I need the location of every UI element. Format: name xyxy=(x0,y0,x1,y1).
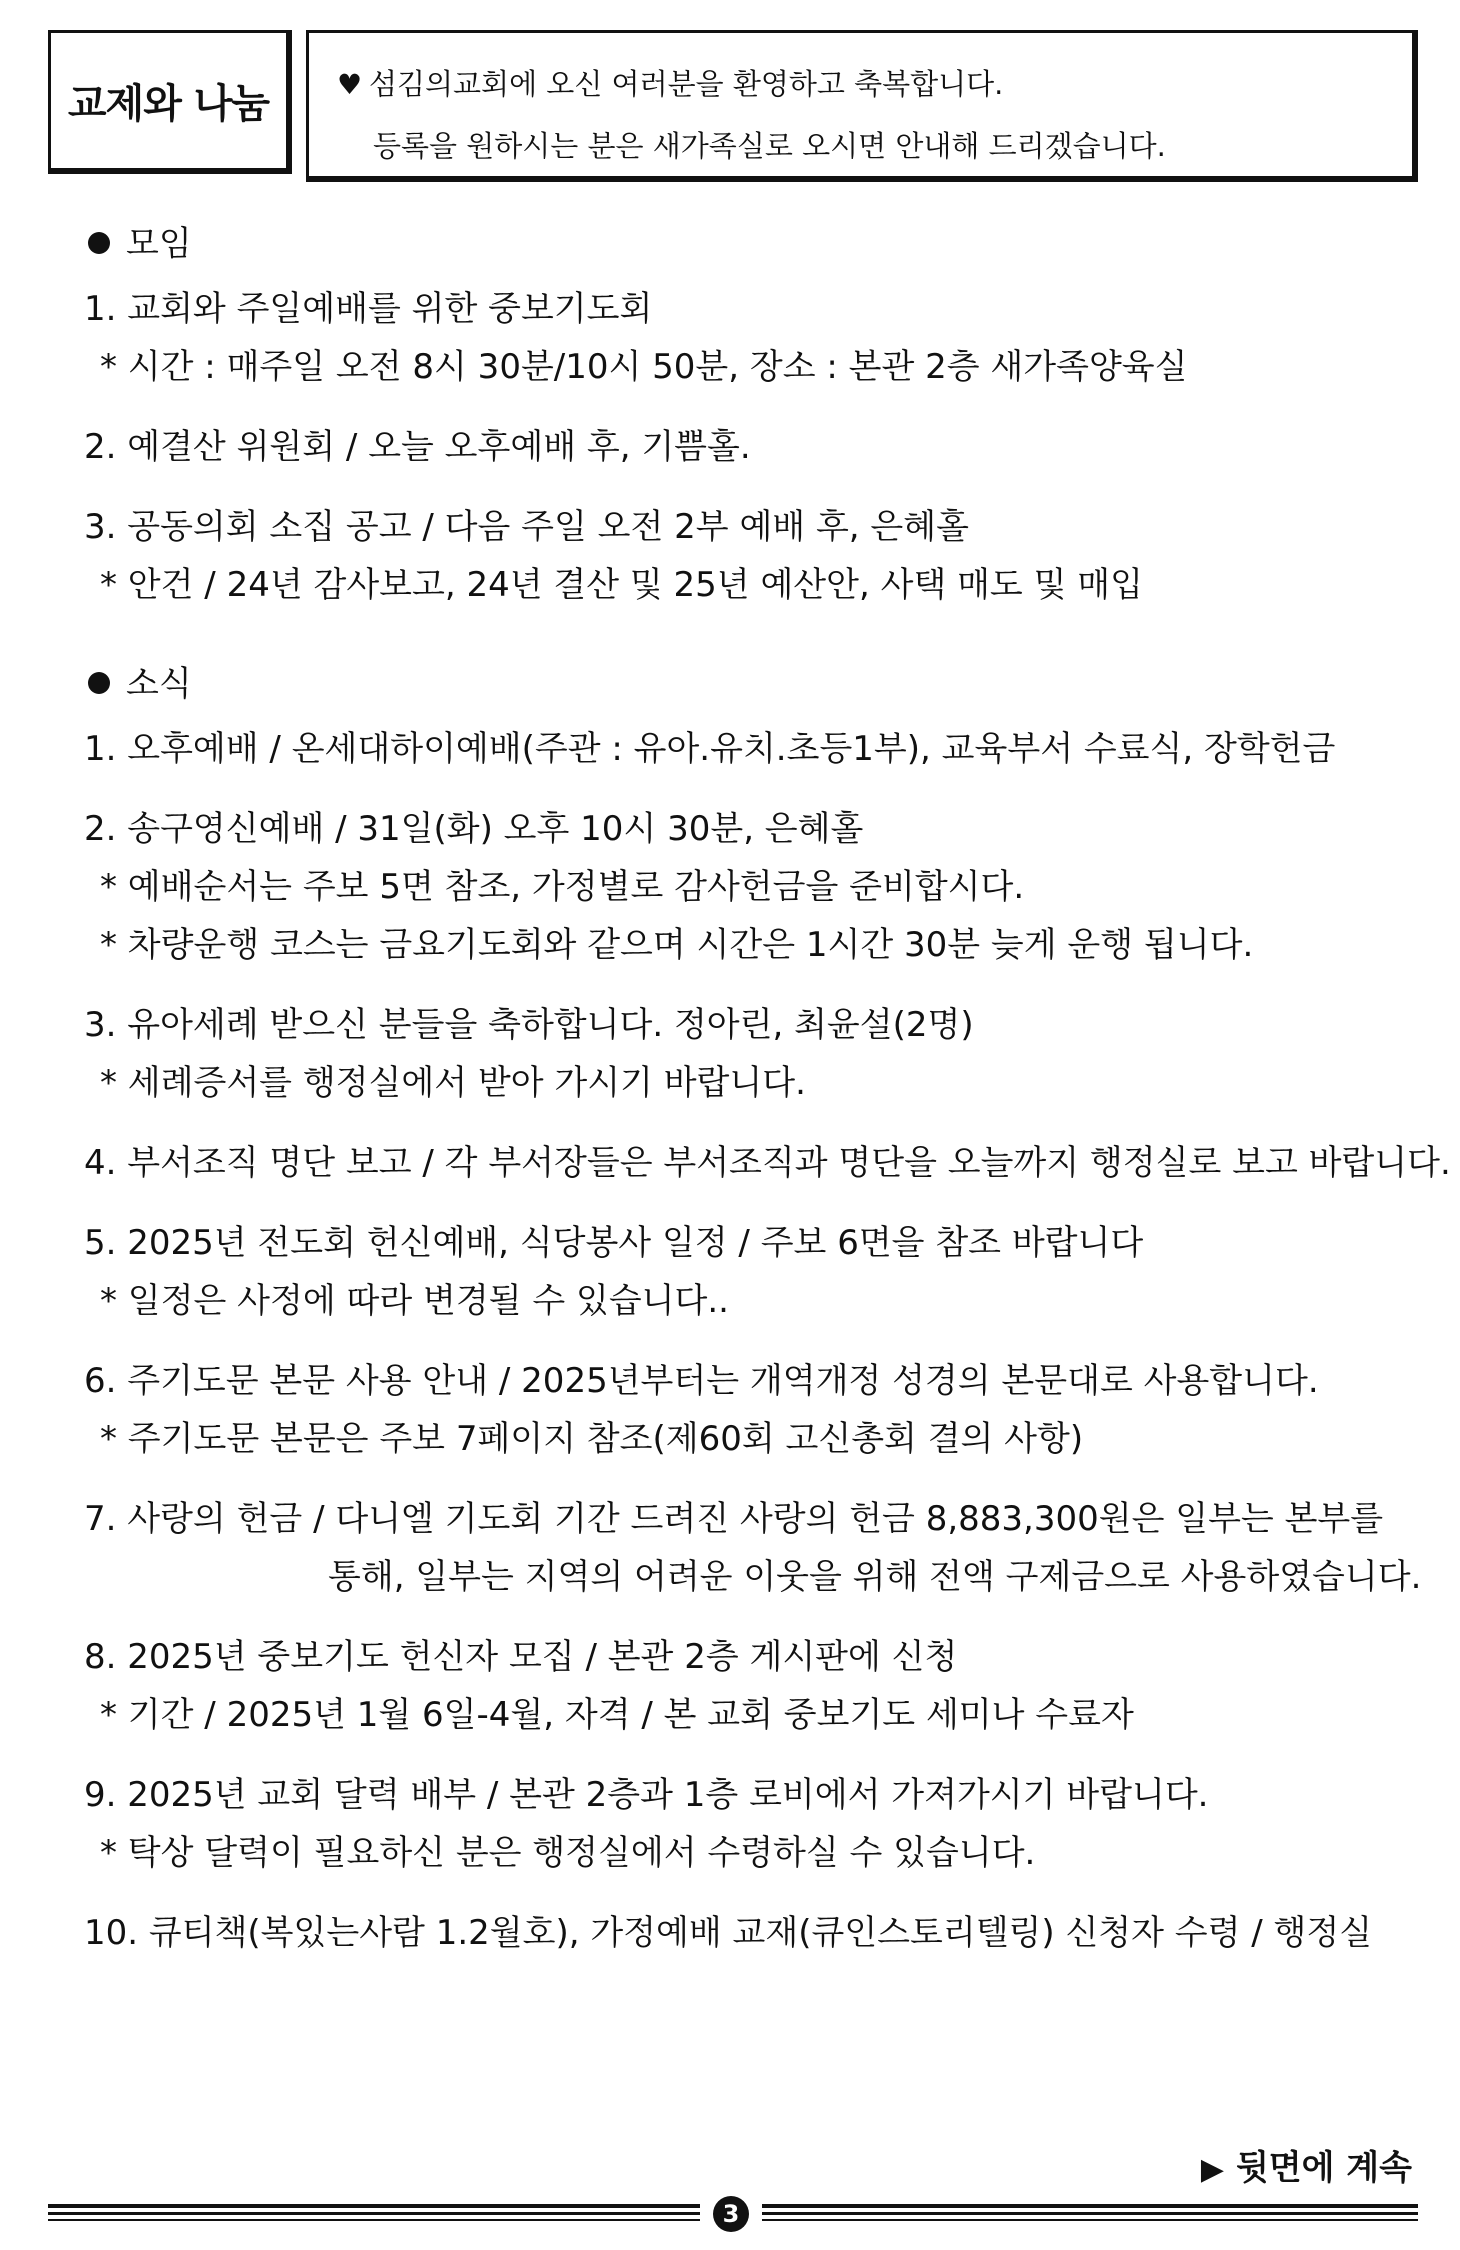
welcome-line-1 xyxy=(337,61,1412,107)
item-text: 4. 부서조직 명단 보고 / 각 부서장들은 부서조직과 명단을 오늘까지 행정실로 보고 바랍니다. xyxy=(84,1143,1451,1183)
item-text: 8. 2025년 중보기도 헌신자 모집 / 본관 2층 게시판에 신청 xyxy=(84,1637,958,1677)
divider-line xyxy=(48,2219,700,2221)
list-item xyxy=(84,498,1414,614)
item-text: 2. 예결산 위원회 / 오늘 오후예배 후, 기쁨홀. xyxy=(84,427,751,467)
divider-line xyxy=(762,2204,1418,2208)
item-note: * 차량운행 코스는 금요기도회와 같으며 시간은 1시간 30분 늦게 운행 됩니다. xyxy=(100,925,1254,965)
continue-note xyxy=(1201,2140,1412,2189)
bullet-icon xyxy=(88,672,110,694)
list-item xyxy=(84,1490,1422,1606)
item-note: * 안건 / 24년 감사보고, 24년 결산 및 25년 예산안, 사택 매도 및 매입 xyxy=(100,565,1143,605)
welcome-line-2: 등록을 원하시는 분은 새가족실로 오시면 안내해 드리겠습니다. xyxy=(373,129,1166,163)
bullet-icon xyxy=(88,232,110,254)
item-text: 9. 2025년 교회 달력 배부 / 본관 2층과 1층 로비에서 가져가시기 바랍니다. xyxy=(84,1775,1209,1815)
footer-rule xyxy=(48,2196,1418,2226)
heading-text: 모임 xyxy=(126,224,192,264)
section-title: 교제와 나눔 xyxy=(48,30,292,174)
list-item xyxy=(84,800,1414,974)
list-item xyxy=(84,1214,1414,1330)
item-text: 2. 송구영신예배 / 31일(화) 오후 10시 30분, 은혜홀 xyxy=(84,809,864,849)
divider-line xyxy=(48,2212,700,2215)
divider-line xyxy=(48,2204,700,2208)
item-text: 3. 유아세례 받으신 분들을 축하합니다. 정아린, 최윤설(2명) xyxy=(84,1005,974,1045)
welcome-text-1: 섬김의교회에 오신 여러분을 환영하고 축복합니다. xyxy=(369,67,1004,101)
list-item xyxy=(84,1352,1414,1468)
item-note: * 시간 : 매주일 오전 8시 30분/10시 50분, 장소 : 본관 2층 새가족양육실 xyxy=(100,347,1188,387)
item-text: 5. 2025년 전도회 헌신예배, 식당봉사 일정 / 주보 6면을 참조 바랍니다 xyxy=(84,1223,1144,1263)
list-item xyxy=(84,1134,1451,1192)
item-note: * 탁상 달력이 필요하신 분은 행정실에서 수령하실 수 있습니다. xyxy=(100,1833,1036,1873)
list-item xyxy=(84,1766,1414,1882)
item-text: 6. 주기도문 본문 사용 안내 / 2025년부터는 개역개정 성경의 본문대로 사용합니다. xyxy=(84,1361,1319,1401)
item-text: 1. 오후예배 / 온세대하이예배(주관 : 유아.유치.초등1부), 교육부서 수료식, 장학헌금 xyxy=(84,729,1336,769)
divider-line xyxy=(762,2219,1418,2221)
section-heading-news xyxy=(84,654,1414,714)
play-triangle-icon: ▶ xyxy=(1200,2152,1224,2187)
welcome-box xyxy=(306,30,1418,182)
item-text: 10. 큐티책(복있는사람 1.2월호), 가정예배 교재(큐인스토리텔링) 신청자 수령 / 행정실 xyxy=(84,1913,1373,1953)
item-text: 3. 공동의회 소집 공고 / 다음 주일 오전 2부 예배 후, 은혜홀 xyxy=(84,507,969,547)
list-item xyxy=(84,1628,1414,1744)
item-note: * 예배순서는 주보 5면 참조, 가정별로 감사헌금을 준비합시다. xyxy=(100,867,1025,907)
bulletin-content xyxy=(84,214,1451,1962)
list-item xyxy=(84,280,1414,396)
continue-label: 뒷면에 계속 xyxy=(1235,2148,1412,2188)
page-number: 3 xyxy=(713,2196,749,2232)
item-note: * 주기도문 본문은 주보 7페이지 참조(제60회 고신총회 결의 사항) xyxy=(100,1419,1084,1459)
section-heading-meeting xyxy=(84,214,1414,274)
divider-line xyxy=(762,2212,1418,2215)
list-item xyxy=(84,720,1414,778)
item-note: * 일정은 사정에 따라 변경될 수 있습니다.. xyxy=(100,1281,729,1321)
header xyxy=(48,30,1418,182)
item-text-continued: 통해, 일부는 지역의 어려운 이웃을 위해 전액 구제금으로 사용하였습니다. xyxy=(328,1557,1422,1597)
list-item xyxy=(84,1904,1414,1962)
heading-text: 소식 xyxy=(126,664,192,704)
item-note: * 세례증서를 행정실에서 받아 가시기 바랍니다. xyxy=(100,1063,806,1103)
item-text: 1. 교회와 주일예배를 위한 중보기도회 xyxy=(84,289,653,329)
list-item xyxy=(84,996,1414,1112)
item-note: * 기간 / 2025년 1월 6일-4월, 자격 / 본 교회 중보기도 세미나 수료자 xyxy=(100,1695,1134,1735)
list-item xyxy=(84,418,1414,476)
heart-icon: ♥ xyxy=(337,68,363,101)
item-text: 7. 사랑의 헌금 / 다니엘 기도회 기간 드려진 사랑의 헌금 8,883,300원은 일부는 본부를 xyxy=(84,1499,1384,1539)
